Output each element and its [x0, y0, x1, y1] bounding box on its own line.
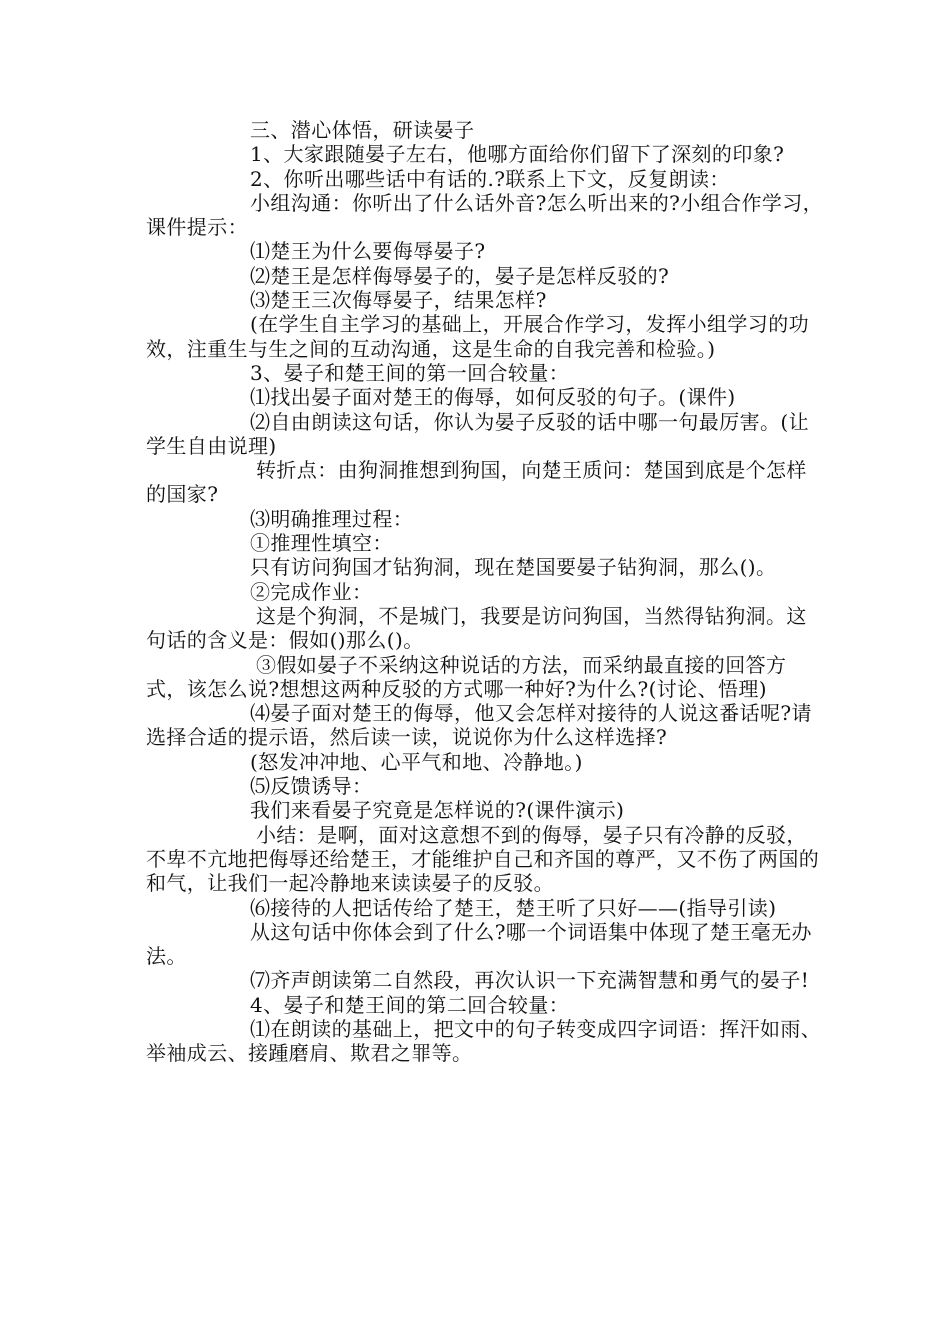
paragraph: ⑶明确推理过程：: [250, 506, 414, 531]
paragraph: 只有访问狗国才钻狗洞，现在楚国要晏子钻狗洞，那么()。: [250, 555, 777, 580]
paragraph: 这是个狗洞，不是城门，我要是访问狗国，当然得钻狗洞。这句话的含义是：假如()那么()。: [146, 603, 807, 653]
paragraph: ⑵楚王是怎样侮辱晏子的，晏子是怎样反驳的?: [250, 263, 670, 288]
paragraph: ③假如晏子不采纳这种说话的方法，而采纳最直接的回答方式，该怎么说?想想这两种反驳的方式哪一种好?为什么?(讨论、悟理): [146, 652, 787, 701]
paragraph: ⑴楚王为什么要侮辱晏子?: [250, 239, 486, 264]
paragraph: ⑸反馈诱导：: [250, 774, 373, 799]
paragraph: 3、晏子和楚王间的第一回合较量：: [250, 360, 570, 385]
paragraph: ⑵自由朗读这句话，你认为晏子反驳的话中哪一句最厉害。(让学生自由说理): [146, 409, 810, 458]
paragraph: 小组沟通：你听出了什么话外音?怎么听出来的?小组合作学习，课件提示：: [146, 190, 824, 240]
paragraph: ⑹接待的人把话传给了楚王，楚王听了只好——(指导引读): [250, 895, 777, 920]
paragraph: ⑴在朗读的基础上，把文中的句子转变成四字词语：挥汗如雨、举袖成云、接踵磨肩、欺君之罪等。: [146, 1016, 822, 1066]
paragraph: 三、潜心体悟，研读晏子: [250, 118, 475, 142]
paragraph: 2、你听出哪些话中有话的.?联系上下文，反复朗读：: [250, 166, 730, 191]
paragraph: (在学生自主学习的基础上，开展合作学习，发挥小组学习的功效，注重生与生之间的互动沟通，这是生命的自我完善和检验。): [146, 312, 810, 361]
paragraph: 小结：是啊，面对这意想不到的侮辱，晏子只有冷静的反驳，不卑不亢地把侮辱还给楚王，才能维护自己和齐国的尊严，又不伤了两国的和气，让我们一起冷静地来读读晏子的反驳。: [146, 822, 820, 896]
paragraph: 从这句话中你体会到了什么?哪一个词语集中体现了楚王毫无办法。: [146, 919, 812, 969]
paragraph: ⑷晏子面对楚王的侮辱，他又会怎样对接待的人说这番话呢?请选择合适的提示语，然后读一读，说说你为什么这样选择?: [146, 701, 812, 750]
paragraph: ②完成作业：: [250, 579, 373, 604]
paragraph: ⑶楚王三次侮辱晏子，结果怎样?: [250, 288, 547, 313]
paragraph: 4、晏子和楚王间的第二回合较量：: [250, 992, 570, 1017]
paragraph: 1、大家跟随晏子左右，他哪方面给你们留下了深刻的印象?: [250, 142, 785, 167]
paragraph: ⑴找出晏子面对楚王的侮辱，如何反驳的句子。(课件): [250, 385, 736, 410]
paragraph: ①推理性填空：: [250, 531, 393, 556]
document-body: [146, 118, 824, 1066]
paragraph: 我们来看晏子究竟是怎样说的?(课件演示): [250, 798, 625, 823]
paragraph: 转折点：由狗洞推想到狗国，向楚王质问：楚国到底是个怎样的国家?: [146, 458, 807, 507]
paragraph: ⑺齐声朗读第二自然段，再次认识一下充满智慧和勇气的晏子!: [250, 968, 810, 993]
paragraph: (怒发冲冲地、心平气和地、冷静地。): [250, 749, 583, 774]
